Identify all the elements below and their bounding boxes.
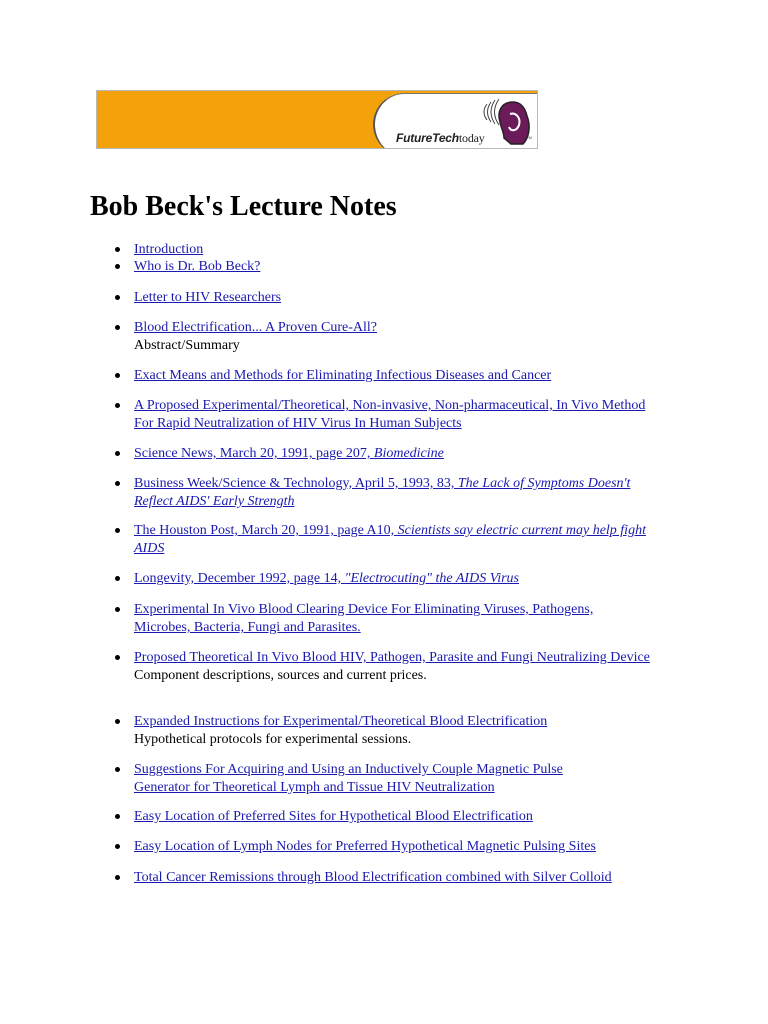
list-item	[134, 838, 674, 856]
note-description: Abstract/Summary	[134, 338, 240, 353]
brand-bold-text: FutureTech	[396, 131, 459, 145]
list-item	[134, 713, 674, 749]
trademark-mark: TM	[526, 135, 532, 140]
list-item	[134, 445, 674, 463]
note-link[interactable]: The Houston Post, March 20, 1991, page A10, Scientists say electric current may help fight AIDS	[134, 523, 646, 556]
list-item	[134, 241, 674, 259]
note-link[interactable]: Total Cancer Remissions through Blood Electrification combined with Silver Colloid	[134, 870, 612, 885]
list-item	[134, 522, 664, 558]
note-description: Hypothetical protocols for experimental sessions.	[134, 732, 412, 747]
head-waves-icon	[477, 94, 535, 148]
list-item	[134, 258, 674, 276]
note-link[interactable]: Suggestions For Acquiring and Using an Inductively Couple Magnetic Pulse Generator for Theoretical Lymph and Tissue HIV Neutralization	[134, 762, 563, 795]
note-description: Component descriptions, sources and current prices.	[134, 668, 427, 683]
brand-light-text: today	[458, 131, 485, 145]
note-link[interactable]: Proposed Theoretical In Vivo Blood HIV, Pathogen, Parasite and Fungi Neutralizing Device	[134, 650, 650, 665]
list-item	[134, 808, 674, 826]
list-item	[134, 397, 649, 433]
note-link[interactable]: Easy Location of Preferred Sites for Hypothetical Blood Electrification	[134, 809, 533, 824]
note-link[interactable]: Longevity, December 1992, page 14, "Electrocuting" the AIDS Virus	[134, 571, 520, 586]
list-item	[134, 869, 674, 887]
list-item	[134, 649, 656, 685]
brand-wordmark	[396, 131, 485, 146]
note-link[interactable]: A Proposed Experimental/Theoretical, Non-invasive, Non-pharmaceutical, In Vivo Method For Rapid Neutralization of HIV Virus In Human Subjects	[134, 398, 646, 431]
list-item	[134, 601, 639, 637]
page-title: Bob Beck's Lecture Notes	[90, 191, 397, 222]
note-link[interactable]: Exact Means and Methods for Eliminating Infectious Diseases and Cancer	[134, 368, 552, 383]
list-item	[134, 289, 674, 307]
note-link[interactable]: Expanded Instructions for Experimental/Theoretical Blood Electrification	[134, 714, 548, 729]
futuretech-banner	[96, 90, 538, 149]
note-link[interactable]: Easy Location of Lymph Nodes for Preferred Hypothetical Magnetic Pulsing Sites	[134, 839, 596, 854]
list-item	[134, 570, 674, 588]
list-item	[134, 367, 674, 385]
note-link[interactable]: Blood Electrification... A Proven Cure-All?	[134, 320, 378, 335]
list-item	[134, 319, 674, 355]
note-link[interactable]: Science News, March 20, 1991, page 207, Biomedicine	[134, 446, 444, 461]
note-link[interactable]: Introduction	[134, 242, 204, 257]
note-link[interactable]: Who is Dr. Bob Beck?	[134, 259, 261, 274]
note-link[interactable]: Business Week/Science & Technology, April 5, 1993, 83, The Lack of Symptoms Doesn't Reflect AIDS' Early Strength	[134, 476, 631, 509]
list-item	[134, 475, 639, 511]
note-link[interactable]: Experimental In Vivo Blood Clearing Device For Eliminating Viruses, Pathogens, Microbes, Bacteria, Fungi and Parasites.	[134, 602, 594, 635]
note-link[interactable]: Letter to HIV Researchers	[134, 290, 282, 305]
list-item	[134, 761, 609, 797]
